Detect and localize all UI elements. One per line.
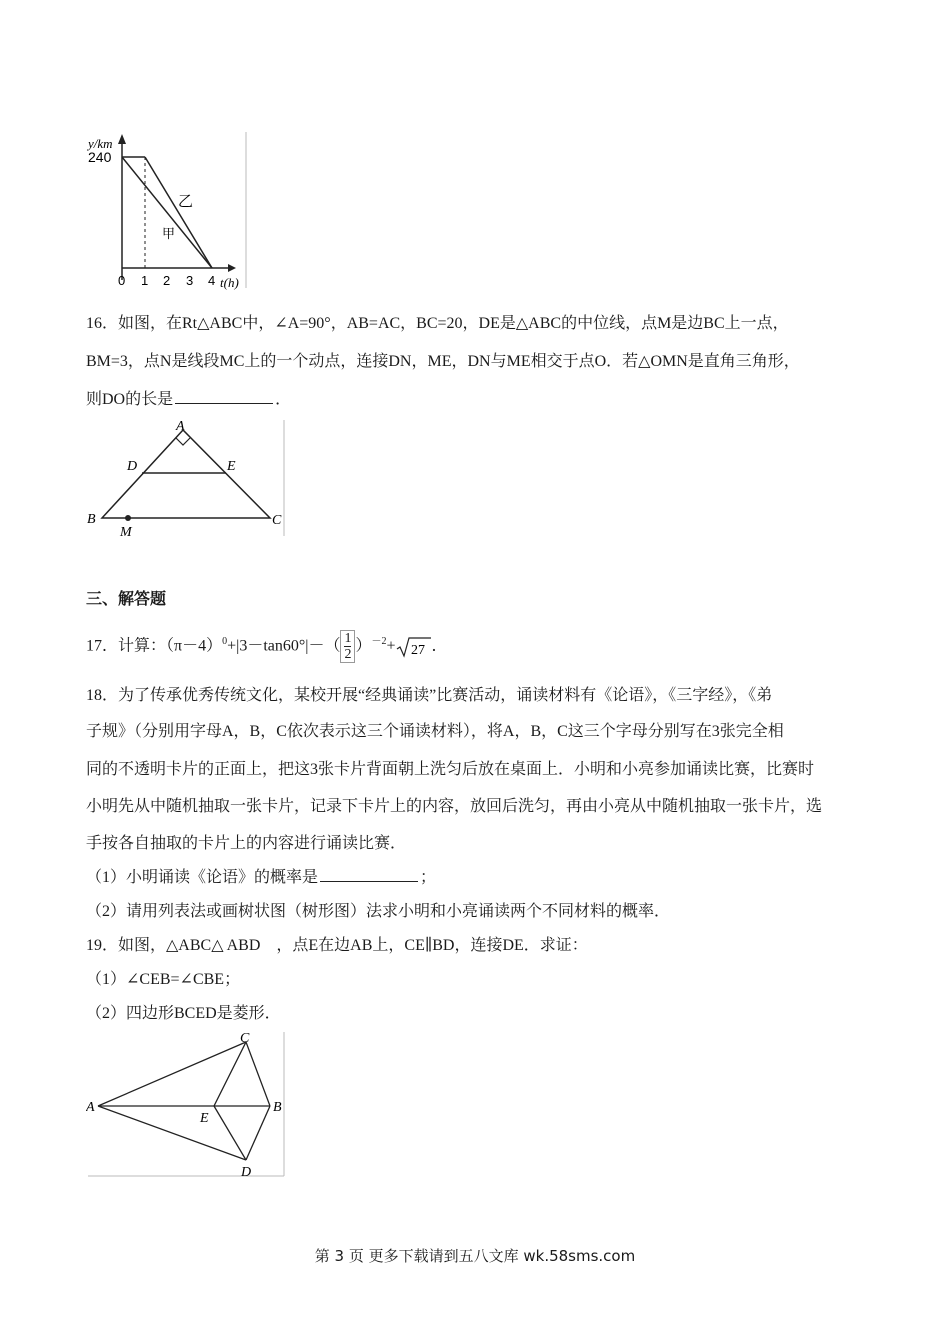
- label-b: B: [87, 512, 96, 527]
- y-axis-label: y/km: [88, 136, 113, 151]
- label-yi: 乙: [178, 192, 194, 210]
- segment-db: [246, 1106, 270, 1160]
- x-tick-3: 3: [186, 273, 194, 288]
- q17-frac-num: 1: [344, 631, 352, 647]
- q17-fraction: [340, 630, 355, 663]
- q17-plus: +: [386, 637, 396, 655]
- q18-line-3: 同的不透明卡片的正面上，把这3张卡片背面朝上洗匀后放在桌面上．小明和小亮参加诵读比赛，比赛时: [86, 761, 815, 778]
- line-yi: [145, 157, 212, 268]
- q19-sub-2: （2）四边形BCED是菱形．: [86, 1005, 281, 1022]
- label-a: A: [176, 419, 185, 434]
- q16-line-1: 16．如图，在Rt△ABC中，∠A=90°，AB=AC，BC=20，DE是△ABC的中位线，点M是边BC上一点，: [86, 315, 789, 332]
- q17-end: ．: [431, 637, 448, 655]
- q18-sub-1-text: （1）小明诵读《论语》的概率是: [86, 869, 319, 886]
- segment-cb: [246, 1042, 270, 1106]
- q16-line-2: BM=3，点N是线段MC上的一个动点，连接DN，ME，DN与ME相交于点O．若△OMN是直角三角形，: [86, 353, 800, 370]
- label-e: E: [200, 1111, 209, 1126]
- label-e: E: [227, 459, 236, 474]
- x-tick-4: 4: [208, 273, 216, 288]
- x-tick-2: 2: [163, 273, 171, 288]
- triangle-abc: [102, 430, 270, 518]
- q17-prefix: 17．计算：（π－4）: [86, 637, 223, 655]
- sqrt-symbol: [396, 636, 432, 658]
- q18-line-4: 小明先从中随机抽取一张卡片，记录下卡片上的内容，放回后洗匀，再由小亮从中随机抽取一张卡片，选: [86, 798, 823, 815]
- segment-de: [214, 1106, 246, 1160]
- y-tick-240: 240: [88, 149, 112, 165]
- label-c: C: [240, 1031, 250, 1046]
- q17-sqrt-value: 27: [410, 642, 425, 658]
- q17-expression: [86, 620, 448, 668]
- segment-ac: [98, 1042, 246, 1106]
- label-d: D: [127, 459, 138, 474]
- label-m: M: [120, 525, 132, 540]
- q18-sub-2: （2）请用列表法或画树状图（树形图）法求小明和小亮诵读两个不同材料的概率．: [86, 903, 671, 920]
- q18-line-5: 手按各自抽取的卡片上的内容进行诵读比赛．: [86, 835, 407, 852]
- q19-line-1: 19．如图，△ABC△ ABD ，点E在边AB上，CE∥BD，连接DE．求证：: [86, 937, 588, 954]
- label-d: D: [241, 1165, 252, 1180]
- label-jia: 甲: [162, 227, 176, 242]
- page-footer: 第 3 页 更多下载请到五八文库 wk.58sms.com: [314, 1247, 636, 1265]
- q16-line-3-text: 则DO的长是: [86, 391, 174, 408]
- label-b: B: [273, 1100, 282, 1115]
- line-jia: [122, 157, 212, 268]
- q16-answer-blank: [175, 389, 273, 404]
- right-angle-mark: [176, 438, 190, 445]
- label-c: C: [272, 513, 282, 528]
- section-heading: 三、解答题: [86, 589, 167, 608]
- q17-frac-den: 2: [344, 647, 352, 663]
- x-axis-label: t(h): [220, 275, 239, 290]
- distance-time-graph: [86, 130, 256, 290]
- rhombus-figure: [86, 1030, 286, 1180]
- q16-line-3-end: ．: [275, 391, 292, 408]
- q17-exp-neg2: －2: [371, 636, 387, 647]
- q19-sub-1: （1）∠CEB=∠CBE；: [86, 971, 241, 988]
- point-m: [125, 515, 131, 521]
- q18-sub-1-end: ；: [420, 869, 437, 886]
- q18-sub-1: [86, 864, 436, 887]
- x-tick-1: 1: [141, 273, 149, 288]
- q17-exp-0: 0: [222, 636, 228, 647]
- q17-middle: +|3－tan60°|－（: [227, 637, 341, 655]
- q18-line-1: 18．为了传承优秀传统文化，某校开展“经典诵读”比赛活动，诵读材料有《论语》，《三字经》，《弟: [86, 687, 773, 704]
- q18-line-2: 子规》（分别用字母A，B，C依次表示这三个诵读材料），将A，B，C这三个字母分别写在3张完全相: [86, 723, 784, 740]
- x-tick-0: 0: [118, 273, 126, 288]
- q17-after-frac: ）: [355, 637, 372, 655]
- triangle-abc-figure: [86, 418, 286, 540]
- segment-ce: [214, 1042, 246, 1106]
- segment-ad: [98, 1106, 246, 1160]
- label-a: A: [86, 1100, 95, 1115]
- q18-answer-blank: [320, 867, 418, 882]
- q16-line-3: [86, 386, 291, 409]
